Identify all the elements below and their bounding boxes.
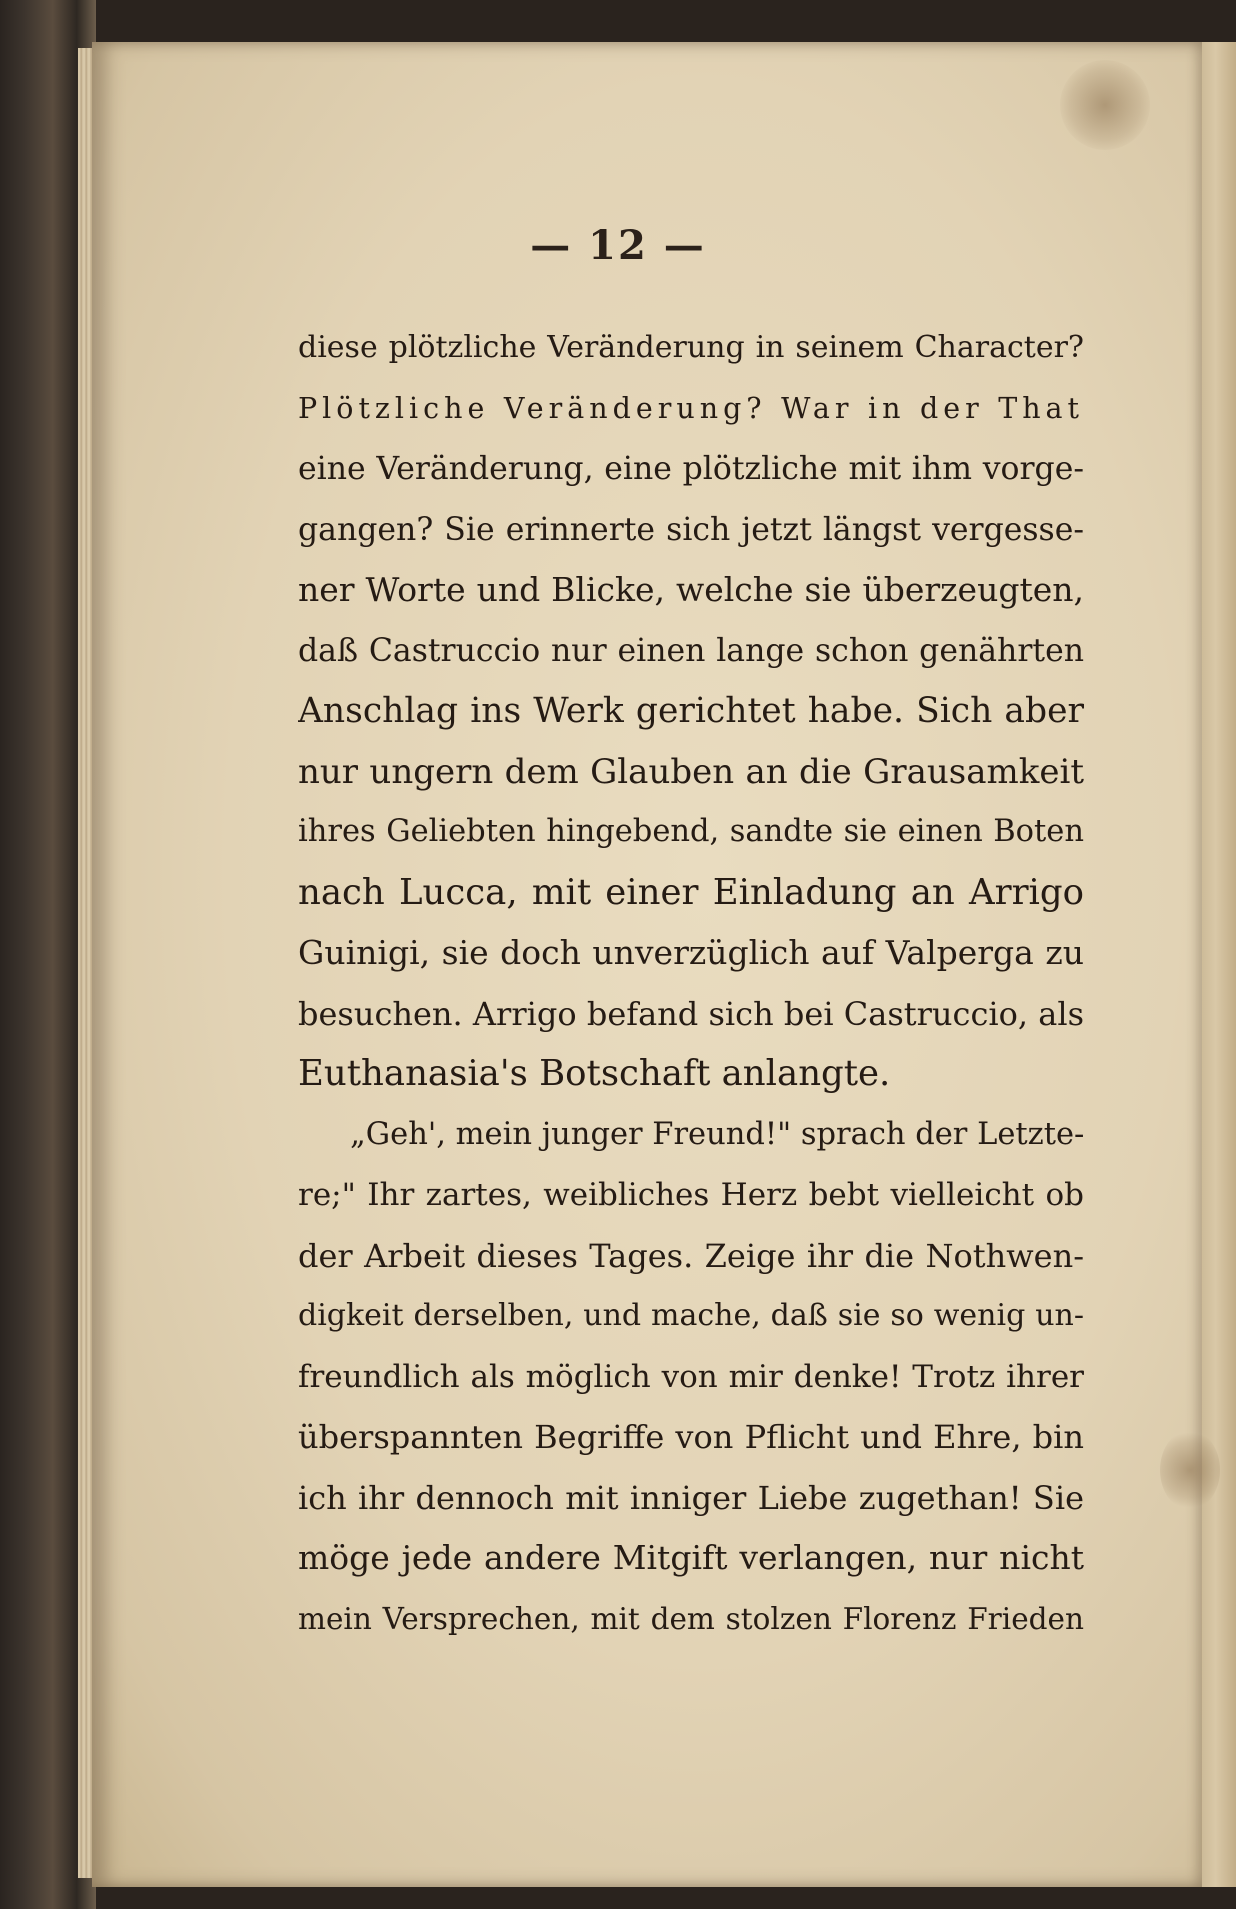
text-line: ihres Geliebten hingebend, sandte sie einen Boten [298, 814, 1084, 849]
text-line: nach Lucca, mit einer Einladung an Arrigo [298, 871, 1084, 913]
text-line: daß Castruccio nur einen lange schon genährten [298, 632, 1084, 669]
text-line: re;" Ihr zartes, weibliches Herz bebt vielleicht ob [298, 1177, 1084, 1213]
text-line: besuchen. Arrigo befand sich bei Castruccio, als [298, 994, 1084, 1033]
text-line: mein Versprechen, mit dem stolzen Florenz Frieden [298, 1601, 1084, 1636]
text-line: diese plötzliche Veränderung in seinem Character? [298, 330, 1084, 365]
text-line: gangen? Sie erinnerte sich jetzt längst vergesse- [298, 511, 1084, 548]
text-line: Anschlag ins Werk gerichtet habe. Sich aber [298, 691, 1084, 731]
text-line: möge jede andere Mitgift verlangen, nur nicht [298, 1538, 1084, 1577]
text-line: der Arbeit dieses Tages. Zeige ihr die Nothwen- [298, 1236, 1084, 1275]
text-line: Plötzliche Veränderung? War in der That [298, 391, 1084, 425]
text-line: ich ihr dennoch mit inniger Liebe zugethan! Sie [298, 1478, 1084, 1517]
text-line: Euthanasia's Botschaft anlangte. [298, 1053, 891, 1094]
text-line: ner Worte und Blicke, welche sie überzeugten, [298, 570, 1084, 609]
paper-stain [1160, 1430, 1220, 1510]
text-line: freundlich als möglich von mir denke! Trotz ihrer [298, 1358, 1084, 1395]
page-right-edge [1202, 42, 1236, 1887]
text-line: Guinigi, sie doch unverzüglich auf Valperga zu [298, 933, 1084, 972]
text-line: eine Veränderung, eine plötzliche mit ihm vorge- [298, 451, 1084, 487]
text-line: überspannten Begriffe von Pflicht und Ehre, bin [298, 1418, 1084, 1456]
page-number-header: — 12 — [530, 222, 706, 269]
paper-stain [1060, 60, 1150, 150]
text-line: digkeit derselben, und mache, daß sie so wenig un- [298, 1298, 1084, 1333]
body-text [298, 318, 1084, 1649]
text-line: „Geh', mein junger Freund!" sprach der Letzte- [350, 1116, 1084, 1152]
text-line: nur ungern dem Glauben an die Grausamkeit [298, 751, 1084, 792]
